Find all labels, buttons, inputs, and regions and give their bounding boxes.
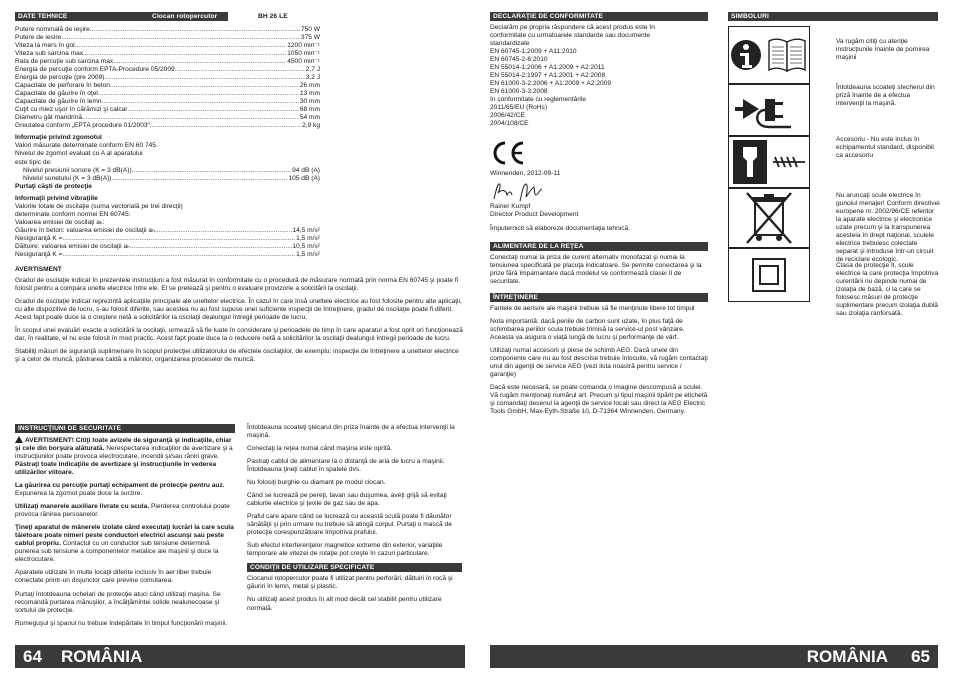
conformity-line: în conformitate cu reglementările [490,96,587,104]
symbol-row-unplug [728,84,938,136]
spec-row: Cuţit cu miez uşor în cărămizi şi calcar ..... 68 mm [15,106,320,114]
symbol-text: Nu aruncaţi scule electrice în gunoiul menajer! Conform directivei europene nr. 2002/96/CE referitor la aparate electrice şi electronice uzate precum şi la transpunerea acesteia în drept naţional, sculele electrice trebuiesc colectate separat şi introduse într-un circuit de reciclare ecologic. [836,192,940,264]
symbol-text: Întotdeauna scoateţi stecherul din priză înainte de a efectua intervenţii la maşină. [836,84,935,108]
footer-country: ROMÂNIA [806,647,888,666]
spec-row: Viteza sub sarcina max. ..... 1050 min⁻¹ [15,50,320,58]
vibration-line: determinate conform normei EN 60745: [15,210,131,218]
spec-row: Greutatea conform „EPTA procedure 01/2003“ ..... 2,9 kg [15,122,320,130]
safety-paragraph: Întotdeauna scoateţi ştecarul din priza înainte de a efectua intervenţii la maşină. [247,424,455,440]
signature [490,181,708,203]
page-number: 65 [911,647,930,666]
spec-header-model-code: BH 26 LE [228,12,324,21]
spec-row: Energia de percuţie conform EPTA-Procedure 05/2009 ..... 2,7 J [15,66,320,74]
vibration-line: Valorile totale de oscilaţie (suma vectorială pe trei direcţii) [15,202,183,210]
conformity-line: 2006/42/CE [490,112,525,120]
symbol-row-accessory [728,136,938,188]
vibration-row: Găurire în beton: valoarea emisiei de oscilaţii aₕ ..... 14,5 m/s² [15,227,320,235]
conformity-line: EN 60745-1:2009 + A11:2010 [490,48,577,56]
symbol-text: Accesoriu - Nu este inclus în echipamentul standard, disponibil ca accesoriu [836,136,934,160]
safety-warning-bold: AVERTISMENT! Citiţi toate avizele de siguranţă şi indicaţiile, chiar şi cele din borşura alăturată. [15,437,232,453]
conformity-heading: DECLARAŢIE DE CONFORMITATE [490,12,708,21]
ce-mark-icon [490,140,526,166]
signer-name: Rainer Kumpf [490,203,531,211]
symbol-box [728,248,810,302]
safety-handle-bold: Utilizaţi manerele auxiliare livrate cu scula. [15,503,150,511]
vibration-warning [15,266,465,369]
spec-row: Capacitate de perforare în beton ..... 26 mm [15,82,320,90]
maintenance-paragraph: Nota importantă: dacă periile de carbon sunt uzate, în plus faţă de schimbarea periilor scula trebuie trimisă la service-ul post vânzare. Aceasta va asigura o viaţă lungă de lucru şi performanţe de vârf. [490,317,685,341]
spec-list [15,26,320,259]
spec-column [15,12,228,21]
signer-role: Director Product Development [490,211,579,219]
safety-paragraph: Conectaţi la reţea numai când maşina este oprită. [247,445,393,453]
symbol-box [728,188,810,248]
spec-header-title: DATE TEHNICE [18,13,68,20]
symbols-heading: SIMBOLURI [728,12,938,21]
conformity-line: Declarăm pe propria răspundere că acest produs este în [490,24,655,31]
right-footer [490,645,938,668]
safety-ear-bold: La găurirea cu percuţie purtaţi echipament de protecţie pentru auz. [15,482,225,490]
conformity-line: conformitate cu urmatoarele standarde sau documente [490,32,651,40]
safety-column-2 [247,424,462,618]
safety-warning-text: Nerespectarea indicaţiilor de avertizare şi a instrucţiunilor poate provoca electrocutare, incendii şi/sau răniri grave. [15,445,233,461]
footer-country: ROMÂNIA [61,647,143,666]
noise-heading: Informaţie privind zgomotul [15,134,102,142]
spec-row: Capacitate de găurire în oţel ..... 13 mm [15,90,320,98]
symbol-text: Clasa de protecţie II, scule electrice la care protecţia împotriva curentării nu depinde numai de izolaţia de bază, ci la care se folosesc măsuri de protecţie suplimentare precum izolaţia dublă sau izolaţia ranforsată. [836,262,939,318]
conformity-line: EN 61000-3-3:2008 [490,88,548,96]
symbol-text: Va rugăm citiţi cu atenţie instrucţiunile înainte de pornirea maşinii [836,38,930,62]
safety-handle-text: Pierderea controlului poate provoca rănirea persoanelor. [15,503,230,519]
ear-protection-note: Purtaţi căşti de protecţie [15,182,92,190]
maintenance-paragraph: Fantele de aerisire ale maşinii trebuie să fie menţinute libere tot timpul [490,304,695,312]
conformity-line: 2004/108/CE [490,120,529,128]
spec-row: Putere de iesire ..... 375 W [15,34,320,42]
vibration-row: Dăltuire: valoarea emisiei de oscilaţii aₕ ..... 10,5 m/s² [15,243,320,251]
warning-paragraph: Gradul de oscilaţie indicat în prezentele instrucţiuni a fost măsurat în conformitate cu o procedură de măsurare normată prin norma EN 60745 şi poate fi folosit pentru a compara unelte electrice între ele. El se pretează şi pentru o evaluare provizorie a solicitării la oscilaţii. [15,277,459,293]
authorized-text: Împuternicit să elaboreze documentaţia tehnică. [490,224,631,232]
spec-row: Putere nominală de ieşire ..... 750 W [15,26,320,34]
noise-row: Nivelul presiunii sonore (K = 3 dB(A)) ..... 94 dB (A) [15,167,320,175]
safety-column [15,424,235,633]
safety-paragraph: Când se lucrează pe pereţi, tavan sau duşumea, aveţi grijă să evitaţi cablurile electrice şi ţevile de gaz sau de apa. [247,492,447,508]
conditions-paragraph: Nu utilizaţi acest produs în alt mod decât cel stabilit pentru utilizare normală. [247,596,442,612]
vibration-row: Nesiguranţă K = ..... 1,5 m/s² [15,235,320,243]
spec-row: Rata de percuţie sub sarcina max. ..... 4500 min⁻¹ [15,58,320,66]
symbol-box [728,136,810,188]
class-ii-icon [729,249,809,301]
safety-paragraph: Sub efectul interferenţelor magnetice extreme din exterior, variaţiile temporare ale vitezei de rotaţie pot creşte în cazuri particulare. [247,542,443,558]
spec-header [15,12,228,21]
vibration-line: Valoarea emisiei de oscilaţi aₕ: [15,218,105,226]
safety-paragraph: Nu folosiţi burghie cu diamant pe modul ciocan. [247,479,386,487]
left-footer [15,645,465,668]
safety-ear-text: Expunerea la zgomot poate duce la surzire. [15,490,143,498]
vibration-row: Nesiguranţă K = ..... 1,5 m/s² [15,251,320,259]
mains-heading: ALIMENTARE DE LA REŢEA [490,242,708,251]
warning-heading: AVERTISMENT [15,266,62,273]
symbols-column [728,12,938,21]
conditions-paragraph: Ciocanul rotopercutor poate fi utilizat pentru perforări, dăltuiri în rocă şi găuriri în lemn, metal şi plastic. [247,575,453,591]
safety-insulated-text: Contactul cu un conductor sub tensiune determină punerea sub tensiune a componentelor metalice ale maşinii şi duce la electrocutare. [15,540,219,564]
safety-paragraph: Aparatele utilizate în multe locaţii diferite inclusiv în aer liber trebuie conectate printr-un disjunctor care previne comutarea. [15,569,212,585]
symbol-row-weee [728,188,940,264]
conditions-heading: CONDIŢII DE UTILIZARE SPECIFICATE [247,563,462,572]
safety-paragraph: Pastraţi cablul de alimentare la o distanţă de aria de lucru a maşinii. Întotdeauna ţineţi cablul în spatele dvs. [247,458,445,474]
conformity-line: 2011/65/EU (RoHs) [490,104,548,112]
ce-mark [490,140,708,166]
unplug-icon [729,85,809,135]
maintenance-heading: ÎNTREŢINERE [490,293,708,302]
read-manual-icon [729,27,809,83]
conformity-line: EN 61000-3-2:2006 + A1:2009 + A2:2009 [490,80,611,88]
signature-icon [490,181,560,203]
maintenance-paragraph: Dacă este necesară, se poate comanda o imagine descompusă a sculei. Vă rugăm menţionaţi numărul art. Precum şi tipul maşinii tipărit pe etichetă şi comandaţi desenul la agenţii de service locali sau direct la AEG Electric Tools GmbH, Max-Eyth-Straße 10, D-71364 Winnenden, Germany. [490,383,708,415]
mains-text: Conectaţi numai la priza de curent alternativ monofazat şi numai la tensiunea specificată pe placuţa indicatoare. Se permite conectarea şi la prize fără împamantare dacă modelul se conformează clasei II de securitate. [490,253,702,285]
page-number: 64 [23,647,42,666]
safety-heading: INSTRUCŢIUNI DE SECURITATE [15,424,235,433]
warning-paragraph: În scopul unei evaluări exacte a solicitării la oscilaţii, urmează să fie luate în considerare şi perioadele de timp în care aparatul a fost oprit ori funcţionează dar, în realitate, el nu este folosit în mod practic. Acest fapt poate duce la o reducere netă a solicitărilor la oscilaţii dealungul întregii perioade de lucru. [15,327,463,343]
conformity-line: standardizate [490,40,530,48]
safety-paragraph: Purtaţi întotdeauna ochelari de protecţie atuci când utilizaţi maşina. Se recomandă purtarea mănuşilor, a încălţămintei solide nealunecoase şi sortului de protecţie. [15,590,221,614]
conformity-line: EN 55014-1:2006 + A1:2009 + A2:2011 [490,64,605,72]
symbol-row-class-ii [728,248,939,318]
symbol-row-read-manual [728,26,938,84]
spec-row: Viteza la mers în gol ..... 1200 min⁻¹ [15,42,320,50]
noise-line: Valori măsurate determinate conform EN 60 745. [15,142,158,150]
accessory-icon [729,137,809,187]
safety-warning-keep: Păstraţi toate indicaţiile de avertizare şi instrucţiunile în vederea utilizărilor viitoare. [15,461,217,477]
maintenance-paragraph: Utilizaţi numai accesorii şi piese de schimb AEG. Dacă unele din componente care nu au fost descrise trebuie înlocuite, vă rugăm contactaţi unul din agenţii de service AEG (vezi lista noastră pentru service / garanţie) [490,346,708,378]
symbol-box [728,84,810,136]
noise-line: este tipic de: [15,158,53,166]
conformity-line: EN 55014-2:1997 + A1:2001 + A2:2008 [490,72,606,80]
warning-paragraph: Stabiliţi măsuri de siguranţă suplimenare în scopul protecţiei utilizatorului de efectele oscilaţiilor, de exemplu: inspecţie de întreţinere a uneltelor electrice şi a celor de muncă, păstrarea caldă a mâinilor, organizarea proceselor de muncă. [15,348,459,364]
spec-row: Energia de percuţie (pre 2009) ..... 3,2 J [15,74,320,82]
warning-paragraph: Gradul de oscilaţie indicat reprezintă aplicaţiile principale ale uneltelor electrice. În cazul în care însă uneltele electrice au fost folosite pentru alte aplicaţii, cu alte dispozitive de lucru, s-au folosit diferite, sau acestea nu au fost supuse unei suficiente inspecţii de întreţinere, gradul de oscilaţie poate fi diferit. Acest fapt poate duce la o creştere netă a solicitărilor la oscilaţii dealungul întregii perioade de lucru. [15,298,462,322]
spec-header-model-name: Ciocan rotopercutor [152,13,218,20]
safety-paragraph: Rumeguşul şi spanul nu trebuie îndepărtate în timpul funcţionării maşinii. [15,619,228,627]
noise-line: Nivelul de zgomot evaluat cu A al aparatului [15,150,143,158]
spec-row: Capacitate de găurire în lemn ..... 30 mm [15,98,320,106]
weee-bin-icon [729,189,809,247]
conformity-line: EN 60745-2-6:2010 [490,56,548,64]
symbol-box [728,26,810,84]
safety-paragraph: Praful care apare când se lucrează cu această sculă poate fi dăunător sănătăţii şi prin urmare nu trebuie să atingă corpul. Purtaţi o mască de protecţie corespunzătoare împotriva prafului. [247,513,452,537]
conformity-column [490,12,708,421]
spec-header-code-cell [228,12,324,21]
spec-row: Diametru gât mandrină ..... 54 mm [15,114,320,122]
place-date: Winnenden, 2012-09-11 [490,170,561,178]
warning-triangle-icon [15,436,23,443]
vibration-heading: Informaţii privind vibraţiile [15,194,98,202]
safety-insulated-bold: Ţineţi aparatul de mânerele izolate când executaţi lucrări la care scula tăietoare poate nimeri peste conductori electrici ascunşi sau peste cablul propriu. [15,524,234,548]
noise-row: Nivelul sunetului (K = 3 dB(A)) ..... 105 dB (A) [15,175,320,183]
